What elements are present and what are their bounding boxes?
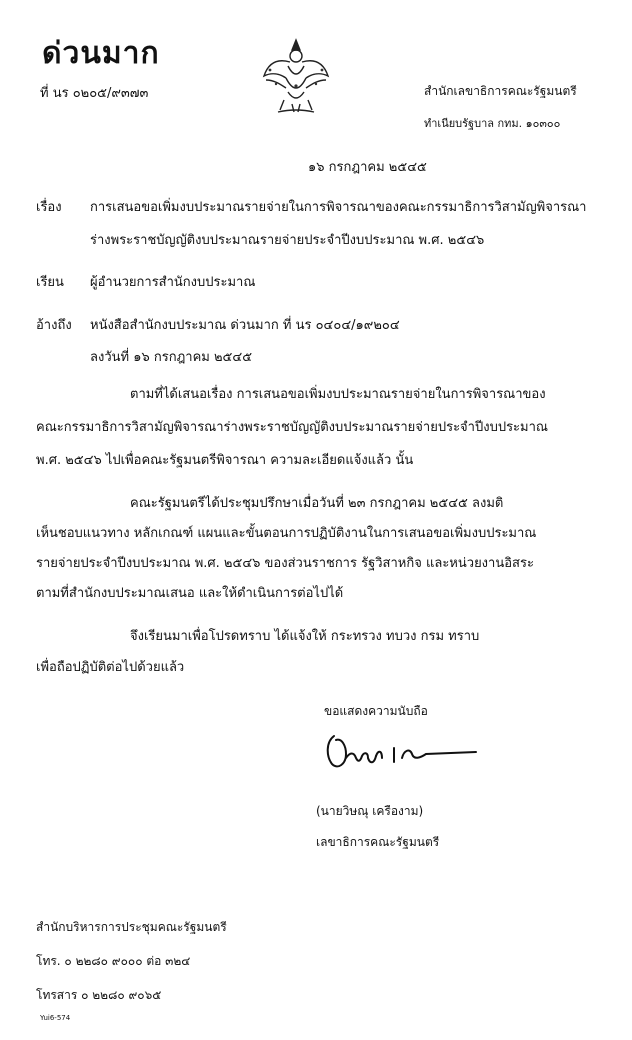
body-para-1-line-2: คณะกรรมาธิการวิสามัญพิจารณาร่างพระราชบัญญัติงบประมาณรายจ่ายประจำปีงบประมาณ <box>36 420 548 435</box>
document-code: Yui6-574 <box>40 1014 71 1022</box>
footer-division: สำนักบริหารการประชุมคณะรัฐมนตรี <box>36 920 227 934</box>
reference-line-2: ลงวันที่ ๑๖ กรกฎาคม ๒๕๔๕ <box>90 350 253 365</box>
body-para-2-line-4: ตามที่สำนักงบประมาณเสนอ และให้ดำเนินการต่อไปได้ <box>36 586 344 601</box>
reference-line-1: หนังสือสำนักงบประมาณ ด่วนมาก ที่ นร ๐๔๐๔/๑๙๒๐๔ <box>90 318 400 333</box>
document-date: ๑๖ กรกฎาคม ๒๕๔๕ <box>308 160 427 175</box>
garuda-emblem-icon <box>258 36 334 116</box>
body-para-2-line-3: รายจ่ายประจำปีงบประมาณ พ.ศ. ๒๕๔๖ ของส่วนราชการ รัฐวิสาหกิจ และหน่วยงานอิสระ <box>36 556 534 571</box>
footer-telephone: โทร. ๐ ๒๒๘๐ ๙๐๐๐ ต่อ ๓๒๔ <box>36 954 191 968</box>
reference-number: ที่ นร ๐๒๐๕/๙๓๗๓ <box>40 86 149 101</box>
body-para-1-line-3: พ.ศ. ๒๕๔๖ ไปเพื่อคณะรัฐมนตรีพิจารณา ความละเอียดแจ้งแล้ว นั้น <box>36 453 414 468</box>
issuing-office: สำนักเลขาธิการคณะรัฐมนตรี <box>424 84 577 98</box>
body-para-1-line-1: ตามที่ได้เสนอเรื่อง การเสนอขอเพิ่มงบประมาณรายจ่ายในการพิจารณาของ <box>130 387 546 402</box>
subject-line-1: การเสนอขอเพิ่มงบประมาณรายจ่ายในการพิจารณาของคณะกรรมาธิการวิสามัญพิจารณา <box>90 200 587 215</box>
footer-fax: โทรสาร ๐ ๒๒๘๐ ๙๐๖๕ <box>36 988 162 1002</box>
urgency-stamp: ด่วนมาก <box>42 36 160 71</box>
body-para-2-line-2: เห็นชอบแนวทาง หลักเกณฑ์ แผนและขั้นตอนการปฏิบัติงานในการเสนอขอเพิ่มงบประมาณ <box>36 526 537 541</box>
recipient-label: เรียน <box>36 275 64 290</box>
handwritten-signature <box>316 728 486 778</box>
body-para-3-line-1: จึงเรียนมาเพื่อโปรดทราบ ได้แจ้งให้ กระทรวง ทบวง กรม ทราบ <box>130 629 480 644</box>
reference-label: อ้างถึง <box>36 318 72 333</box>
subject-label: เรื่อง <box>36 200 62 215</box>
closing-regards: ขอแสดงความนับถือ <box>324 704 428 718</box>
signatory-position: เลขาธิการคณะรัฐมนตรี <box>316 835 440 849</box>
recipient-text: ผู้อำนวยการสำนักงบประมาณ <box>90 275 256 290</box>
subject-line-2: ร่างพระราชบัญญัติงบประมาณรายจ่ายประจำปีงบประมาณ พ.ศ. ๒๕๔๖ <box>90 233 485 248</box>
body-para-3-line-2: เพื่อถือปฏิบัติต่อไปด้วยแล้ว <box>36 660 185 675</box>
signatory-name: (นายวิษณุ เครืองาม) <box>316 804 424 818</box>
body-para-2-line-1: คณะรัฐมนตรีได้ประชุมปรึกษาเมื่อวันที่ ๒๓ กรกฎาคม ๒๕๔๕ ลงมติ <box>130 496 504 511</box>
office-address: ทำเนียบรัฐบาล กทม. ๑๐๓๐๐ <box>424 117 561 130</box>
